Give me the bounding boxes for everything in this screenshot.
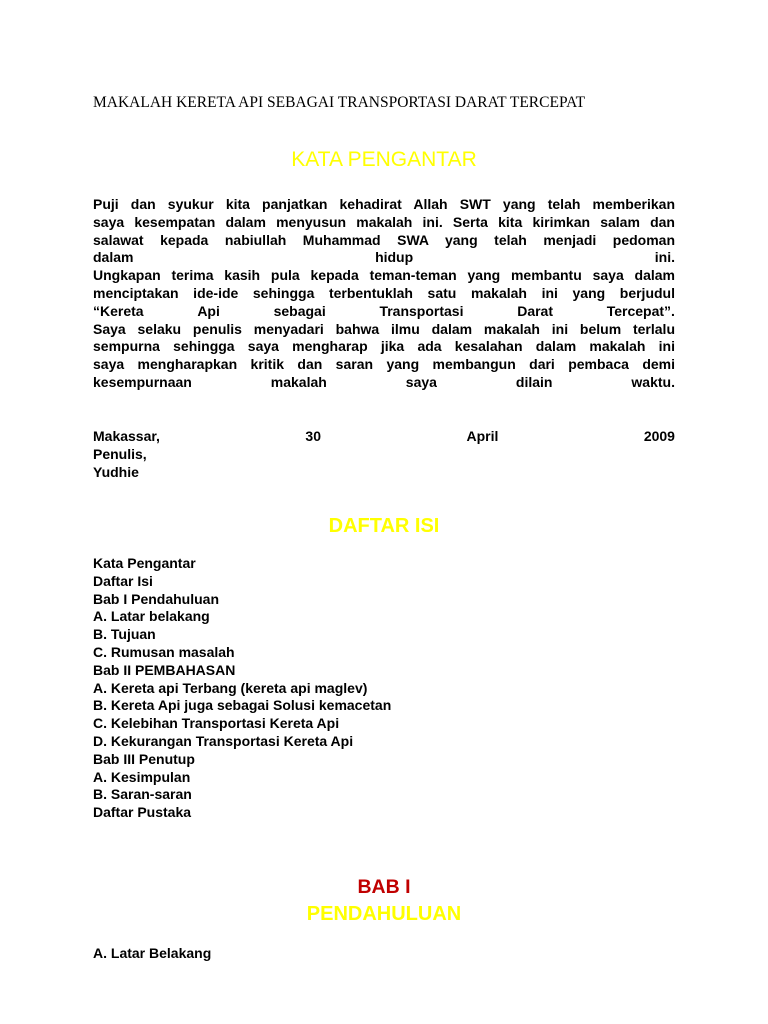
- paragraph-line: [93, 303, 675, 321]
- daftar-isi-heading: DAFTAR ISI: [328, 515, 440, 537]
- signature-name: Yudhie: [93, 463, 139, 480]
- kata-pengantar-body: [93, 196, 675, 392]
- paragraph-word: Transportasi: [379, 302, 464, 319]
- bab1-subheading: PENDAHULUAN: [306, 903, 462, 925]
- paragraph-word: waktu.: [631, 373, 675, 390]
- paragraph-line: Ungkapan terima kasih pula kepada teman-teman yang membantu saya dalam: [93, 267, 675, 284]
- paragraph-word: Tercepat”.: [606, 302, 675, 319]
- paragraph-line: saya kesempatan dalam menyusun makalah ini. Serta kita kirimkan salam dan: [93, 213, 675, 230]
- signature-city: Makassar,: [93, 428, 160, 444]
- toc-item: Daftar Pustaka: [93, 804, 192, 821]
- toc-item: B. Saran-saran: [93, 786, 192, 803]
- paragraph-word: saya: [405, 373, 437, 390]
- paragraph-line: [93, 374, 675, 392]
- toc-item: Daftar Isi: [93, 572, 153, 589]
- paragraph-word: sebagai: [273, 302, 326, 319]
- toc-item: C. Rumusan masalah: [93, 643, 235, 660]
- paragraph-line: sempurna sehingga saya mengharap jika ada kesalahan dalam makalah ini: [93, 338, 675, 355]
- signature-date-line: [93, 428, 675, 446]
- paragraph-word: hidup: [375, 249, 414, 266]
- table-of-contents: [93, 555, 391, 822]
- paragraph-word: Api: [197, 302, 220, 319]
- paragraph-line: salawat kepada nabiullah Muhammad SWA yang telah menjadi pedoman: [93, 231, 675, 248]
- paragraph-word: dalam: [93, 249, 134, 266]
- toc-item: C. Kelebihan Transportasi Kereta Api: [93, 715, 340, 732]
- toc-item: Bab III Penutup: [93, 750, 195, 767]
- signature-block: [93, 428, 675, 481]
- bab1-heading: BAB I: [357, 876, 411, 898]
- toc-item: A. Kereta api Terbang (kereta api maglev): [93, 679, 368, 696]
- toc-item: Bab I Pendahuluan: [93, 590, 220, 607]
- kata-pengantar-heading: KATA PENGANTAR: [291, 148, 477, 171]
- toc-item: Bab II PEMBAHASAN: [93, 661, 236, 678]
- toc-item: A. Kesimpulan: [93, 768, 191, 785]
- toc-item: A. Latar belakang: [93, 608, 210, 625]
- paragraph-word: Darat: [517, 302, 553, 319]
- paragraph-word: kesempurnaan: [93, 373, 192, 390]
- paragraph-line: menciptakan ide-ide sehingga terbentuklah satu makalah ini yang berjudul: [93, 284, 675, 301]
- signature-role: Penulis,: [93, 445, 147, 462]
- paragraph-line: Puji dan syukur kita panjatkan kehadirat Allah SWT yang telah memberikan: [93, 196, 675, 212]
- signature-year: 2009: [643, 428, 675, 444]
- paragraph-word: dilain: [515, 373, 553, 390]
- signature-day: 30: [305, 428, 321, 444]
- document-title: MAKALAH KERETA API SEBAGAI TRANSPORTASI DARAT TERCEPAT: [93, 94, 586, 111]
- signature-month: April: [466, 428, 499, 444]
- paragraph-word: “Kereta: [93, 302, 144, 319]
- paragraph-line: [93, 249, 675, 267]
- toc-item: B. Tujuan: [93, 626, 156, 643]
- section-latar-belakang: A. Latar Belakang: [93, 945, 212, 961]
- toc-item: D. Kekurangan Transportasi Kereta Api: [93, 732, 354, 749]
- toc-item: Kata Pengantar: [93, 555, 196, 571]
- paragraph-line: saya mengharapkan kritik dan saran yang membangun dari pembaca demi: [93, 356, 675, 373]
- paragraph-line: Saya selaku penulis menyadari bahwa ilmu dalam makalah ini belum terlalu: [93, 320, 675, 337]
- paragraph-word: makalah: [270, 373, 327, 390]
- paragraph-word: ini.: [654, 249, 675, 266]
- toc-item: B. Kereta Api juga sebagai Solusi kemacetan: [93, 697, 392, 714]
